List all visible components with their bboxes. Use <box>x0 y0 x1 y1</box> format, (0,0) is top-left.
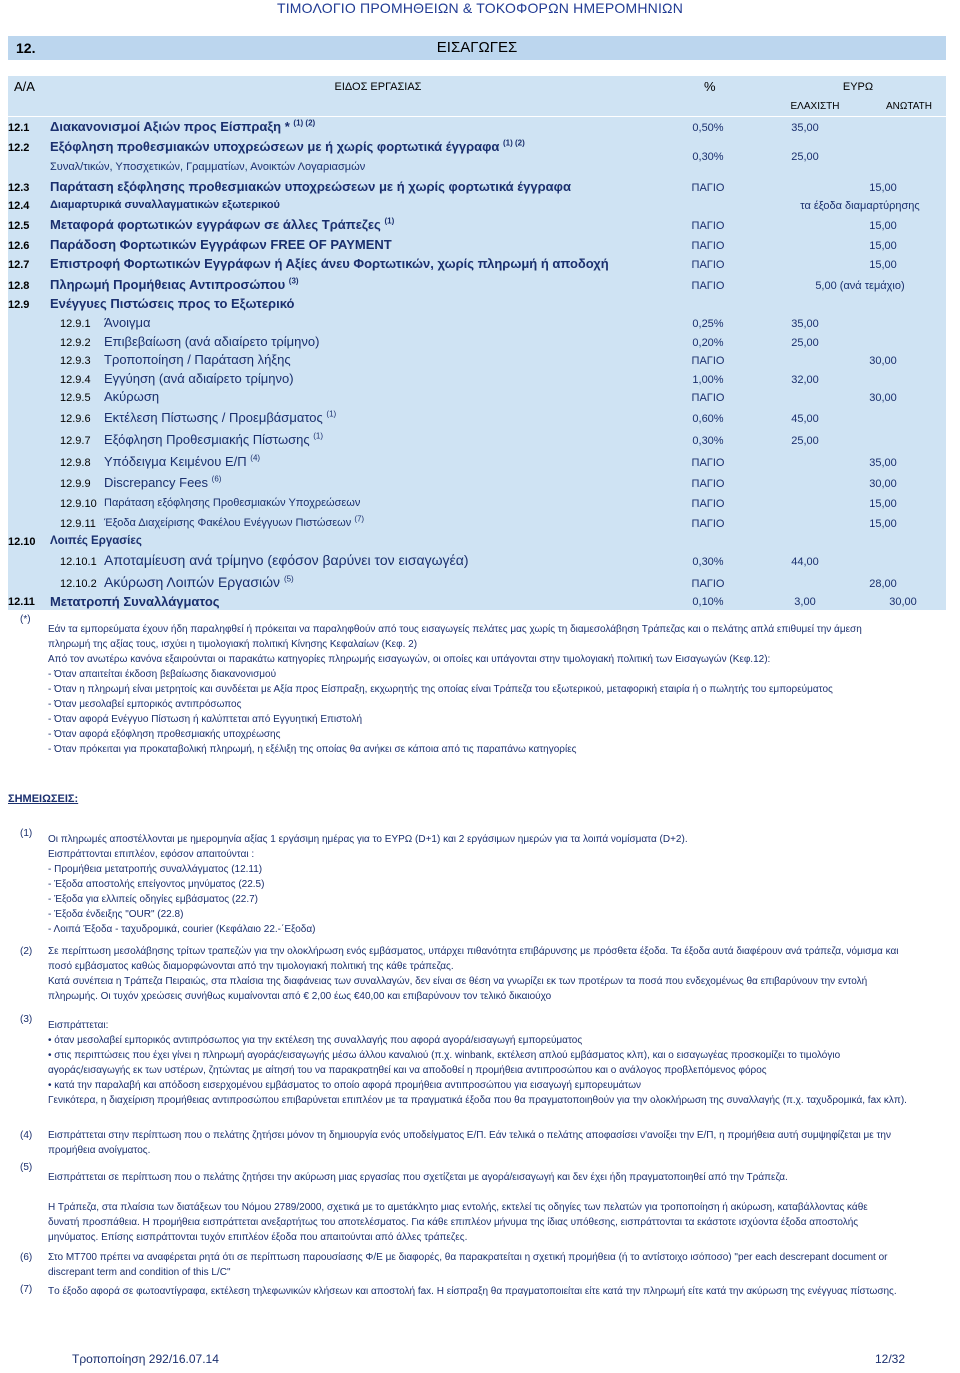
row-description: Διαμαρτυρικά συναλλαγματικών εξωτερικού <box>50 199 280 211</box>
note-line: - Όταν αφορά Ενέγγυο Πίστωση ή καλύπτεται από Εγγυητική Επιστολή <box>48 714 363 725</box>
row-number: 12.9.6 <box>60 413 91 425</box>
note-line: δυνατή προσπάθεια. Η προμήθεια εισπράττεται ανεξαρτήτως του αποτελέσματος. Για κάθε επιπλέον μήνυμα της ίδιας υπόθεσης, εισπράττονται τα εκάστοτε ισχύοντα έξοδα αποστολής <box>48 1217 859 1228</box>
note-line <box>48 1185 948 1200</box>
note-line: Εισπράττονται επιπλέον, εφόσον απαιτούνται : <box>48 849 255 860</box>
note-line: Τo έξοδο αφορά σε φωτοαντίγραφα, εκτέλεση τηλεφωνικών κλήσεων και αποστολή fax. Η είσπραξη θα πραγματοποιείται είτε κατά την πληρωμή είτε κατά την ακύρωση της ενέγγυας πίστωσης. <box>48 1286 897 1297</box>
row-number: 12.9.5 <box>60 392 91 404</box>
row-percent: ΠΑΓΙΟ <box>691 240 725 252</box>
note-mark: (6) <box>20 1252 33 1263</box>
note-line: Εάν τα εμπορεύματα έχουν ήδη παραληφθεί ή πρόκειται να παραληφθούν από τους εισαγωγείς πελάτες μας χωρίς τη διαμεσολάβηση Τράπεζας και ο πελάτης απλά επιθυμεί την άμεση <box>48 624 862 635</box>
table-row <box>8 275 946 295</box>
row-percent: 0,20% <box>692 337 724 349</box>
row-description: Ακύρωση Λοιπών Εργασιών $^{(5)}$ <box>104 574 294 590</box>
table-row <box>8 237 946 255</box>
row-percent: ΠΑΓΙΟ <box>691 498 725 510</box>
note-line: - Όταν πρόκειται για προκαταβολική πληρωμή, η εξέλιξη της οποίας θα ανήκει σε κάποια από τις παραπάνω κατηγορίες <box>48 744 577 755</box>
note-line: discrepant term and condition of this L/C" <box>48 1267 231 1278</box>
note-line: • όταν μεσολαβεί εμπορικός αντιπρόσωπος για την εκτέλεση της συναλλαγής που αφορά αγορά/εισαγωγή εμπορεύματος <box>48 1035 583 1046</box>
note-line: - Έξοδα ένδειξης "OUR" (22.8) <box>48 909 184 920</box>
row-number: 12.9.7 <box>60 435 91 447</box>
col-max: ΑΝΩΤΑΤΗ <box>886 101 932 112</box>
row-percent: ΠΑΓΙΟ <box>691 478 725 490</box>
row-fixed: 15,00 <box>869 259 897 271</box>
row-description: Έξοδα Διαχείρισης Φακέλου Ενέγγυων Πιστώσεων $^{(7)}$ <box>104 514 365 529</box>
row-description: Επιβεβαίωση (ανά αδιαίρετο τρίμηνο) <box>104 334 320 349</box>
note-line: • στις περιπτώσεις που έχει γίνει η πληρωμή αγοράς/εισαγωγής μέσω άλλου καναλιού (π.χ. winbank, εκτέλεση απλού εμβάσματος κλπ), και ο εισαγωγέας προσκομίζει το τιμολόγιο <box>48 1050 841 1061</box>
document-title: ΤΙΜΟΛΟΓΙΟ ΠΡΟΜΗΘΕΙΩΝ & ΤΟΚΟΦΟΡΩΝ ΗΜΕΡΟΜΗΝΙΩΝ <box>276 0 684 16</box>
note-mark: (4) <box>20 1130 33 1141</box>
row-description: Μεταφορά φορτωτικών εγγράφων σε άλλες Τράπεζες $^{(1)}$ <box>50 216 395 232</box>
row-description: Πληρωμή Προμήθειας Αντιπροσώπου $^{(3)}$ <box>50 276 299 292</box>
row-min: 25,00 <box>791 151 819 163</box>
note-text <box>48 1250 948 1280</box>
row-fixed: 30,00 <box>869 355 897 367</box>
note-line: Σε περίπτωση μεσολάβησης τρίτων τραπεζών για την ολοκλήρωση ενός εμβάσματος, υπάρχει πιθανότητα επιβάρυνσης με πρόσθετα έξοδα. Τα έξοδα αυτά διαφέρουν ανά τράπεζα, νόμισμα και <box>48 946 899 957</box>
table-row <box>8 389 946 407</box>
note-line: ποσό εμβάσματος καθώς διαμορφώνονται από την τιμολογιακή πολιτική της κάθε τράπεζας. <box>48 961 454 972</box>
table-row <box>8 296 946 314</box>
row-percent: 0,10% <box>692 596 724 608</box>
note-line: - Έξοδα για ελλιπείς οδηγίες εμβάσματος (22.7) <box>48 894 259 905</box>
row-min: 25,00 <box>791 337 819 349</box>
row-number: 12.9.4 <box>60 374 91 386</box>
table-row <box>8 535 946 553</box>
note-line: • κατά την παραλαβή και απόδοση εισερχομένου εμβάσματος το οποίο αφορά προμήθεια αντιπροσώπου για εισαγωγή εμπορευμάτων <box>48 1080 642 1091</box>
table-row <box>8 371 946 389</box>
row-fixed: 30,00 <box>869 478 897 490</box>
row-fixed: 35,00 <box>869 457 897 469</box>
note-line: Η Τράπεζα, στα πλαίσια των διατάξεων του Νόμου 2789/2000, σχετικά με το αμετάκλητο μιας εντολής, εκτελεί τις οδηγίες των πελατών για τροποποίηση ή ακύρωση, καταβάλλοντας κάθε <box>48 1202 868 1213</box>
row-number: 12.5 <box>8 220 30 232</box>
row-fixed: 5,00 (ανά τεμάχιο) <box>815 280 905 292</box>
note-line: - Όταν η πληρωμή είναι μετρητοίς και συνδέεται με Αξία προς Είσπραξη, εκχωρητής της οποίας είναι Τράπεζα του εξωτερικού, μεταφορική εταιρία ή ο πωλητής του εμπορεύματος <box>48 684 833 695</box>
row-number: 12.8 <box>8 280 30 292</box>
note-line: Γενικότερα, η διαχείριση προμήθειας αντιπροσώπου επιβαρύνεται επιπλέον με τα πραγματικά έξοδα που θα πραγματοποιηθούν για την ολοκλήρωση της συναλλαγής (π.χ. ταχυδρομικά, fax κλπ). <box>48 1095 907 1106</box>
row-description: Ενέγγυες Πιστώσεις προς το Εξωτερικό <box>50 296 295 311</box>
row-number: 12.9.8 <box>60 457 91 469</box>
row-number: 12.10.1 <box>60 556 97 568</box>
table-row <box>8 216 946 236</box>
row-number: 12.6 <box>8 240 30 252</box>
table-row <box>8 256 946 274</box>
table-row <box>8 139 946 177</box>
section-number: 12. <box>16 40 36 56</box>
col-pct: % <box>704 79 716 94</box>
table-row <box>8 514 946 534</box>
row-number: 12.9.3 <box>60 355 91 367</box>
row-number: 12.11 <box>8 596 35 608</box>
note-line: - Προμήθεια μετατροπής συναλλάγματος (12.11) <box>48 864 263 875</box>
row-number: 12.9 <box>8 299 30 311</box>
note-line: - Λοιπά Έξοδα - ταχυδρομικά, courier (Κεφάλαιο 22.-΄Εξοδα) <box>48 924 316 935</box>
table-row <box>8 198 946 216</box>
row-number: 12.4 <box>8 200 30 212</box>
row-fixed: 15,00 <box>869 518 897 530</box>
row-number: 12.9.11 <box>60 518 96 530</box>
col-aa: Α/Α <box>14 79 35 94</box>
row-description: Εγγύηση (ανά αδιαίρετο τρίμηνο) <box>104 371 294 386</box>
row-description: Τροποποίηση / Παράταση λήξης <box>104 352 291 367</box>
row-number: 12.9.2 <box>60 337 91 349</box>
row-fixed: 15,00 <box>869 498 897 510</box>
row-description: Discrepancy Fees $^{(6)}$ <box>104 474 222 490</box>
row-description: Επιστροφή Φορτωτικών Εγγράφων ή Αξίες άνευ Φορτωτικών, χωρίς πληρωμή ή αποδοχή <box>50 256 609 271</box>
note-mark: (5) <box>20 1162 33 1173</box>
note-line: Εισπράττεται σε περίπτωση που ο πελάτης ζητήσει την ακύρωση μιας εργασίας που σχετίζεται με αγορά/εισαγωγή και δεν έχει ήδη πραγματοποιηθεί από την Τράπεζα. <box>48 1172 788 1183</box>
table-row <box>8 572 946 594</box>
note-text <box>48 1170 948 1245</box>
section-header <box>8 36 946 60</box>
table-row <box>8 334 946 352</box>
row-percent: ΠΑΓΙΟ <box>691 182 725 194</box>
row-percent: 0,30% <box>692 556 724 568</box>
row-fixed: 30,00 <box>869 392 897 404</box>
col-eur: ΕΥΡΩ <box>842 81 874 93</box>
row-min: 45,00 <box>791 413 819 425</box>
note-line: Στο MT700 πρέπει να αναφέρεται ρητά ότι σε περίπτωση παρουσίασης Φ/Ε με διαφορές, θα παρακρατείται η σχετική προμήθεια (ή το αντίστοιχο ισόποσο) "per each descrepant document or <box>48 1252 888 1263</box>
footer-page-number: 12/32 <box>875 1352 906 1366</box>
section-name: ΕΙΣΑΓΩΓΕΣ <box>436 39 518 56</box>
note-mark: (3) <box>20 1014 33 1025</box>
note-line: - Έξοδα αποστολής επείγοντος μηνύματος (22.5) <box>48 879 265 890</box>
row-percent: ΠΑΓΙΟ <box>691 578 725 590</box>
row-min: 25,00 <box>791 435 819 447</box>
row-number: 12.10 <box>8 536 36 548</box>
table-row <box>8 408 946 430</box>
note-line: - Όταν απαιτείται έκδοση βεβαίωσης διακανονισμού <box>48 669 277 680</box>
table-row <box>8 179 946 197</box>
note-line: Από τον ανωτέρω κανόνα εξαιρούνται οι παρακάτω κατηγορίες πληρωμής εισαγωγών, οι οποίες και υπάγονται στην τιμολογιακή πολιτική των Εισαγωγών (Κεφ.12): <box>48 654 771 665</box>
row-percent: ΠΑΓΙΟ <box>691 280 725 292</box>
note-text <box>48 1018 948 1108</box>
row-min: 32,00 <box>791 374 819 386</box>
note-line: πληρωμή της αξίας τους, ισχύει η τιμολογιακή πολιτική Κίνησης Κεφαλαίων (Κεφ. 2) <box>48 639 418 650</box>
column-subheader <box>8 98 946 116</box>
row-min: 44,00 <box>791 556 819 568</box>
row-description: Ακύρωση <box>104 389 160 404</box>
note-mark: (7) <box>20 1284 33 1295</box>
note-text <box>48 832 948 937</box>
row-percent: ΠΑΓΙΟ <box>691 392 725 404</box>
row-number: 12.2 <box>8 142 30 154</box>
row-description: Εξόφληση Προθεσμιακής Πίστωσης $^{(1)}$ <box>104 431 324 447</box>
row-number: 12.9.1 <box>60 318 91 330</box>
table-row <box>8 315 946 333</box>
row-fixed: 15,00 <box>869 240 897 252</box>
note-mark: (1) <box>20 828 33 839</box>
row-percent: ΠΑΓΙΟ <box>691 259 725 271</box>
note-mark: (2) <box>20 946 33 957</box>
note-line: - Όταν μεσολαβεί εμπορικός αντιπρόσωπος <box>48 699 242 710</box>
row-description: Υπόδειγμα Κειμένου Ε/Π $^{(4)}$ <box>104 453 261 469</box>
col-type: ΕΙΔΟΣ ΕΡΓΑΣΙΑΣ <box>334 81 422 93</box>
row-percent: 0,30% <box>692 435 724 447</box>
row-description: Διακανονισμοί Αξιών προς Είσπραξη * $^{(1) (2)}$ <box>50 118 316 134</box>
note-line: αγοράς/εισαγωγής εκ των υστέρων, ζητώντας με αίτησή του να παρακρατηθεί και να αποδοθεί η προμήθεια αντιπροσώπου και ο ανάλογος προβλεπόμενος φόρος <box>48 1065 767 1076</box>
table-row <box>8 594 946 612</box>
row-min: 35,00 <box>791 122 819 134</box>
row-percent: 0,25% <box>692 318 724 330</box>
note-text <box>48 1128 948 1158</box>
note-line: - Όταν αφορά εξόφληση προθεσμιακής υποχρέωσης <box>48 729 281 740</box>
note-line: Κατά συνέπεια η Τράπεζα Πειραιώς, στα πλαίσια της διαφάνειας των συναλλαγών, δεν είναι σε θέση να γνωρίζει εκ των προτέρων τα ποσά που ενδεχομένως θα επιβαρύνουν την εντολή <box>48 976 868 987</box>
row-min: 35,00 <box>791 318 819 330</box>
table-row <box>8 495 946 513</box>
row-description: Παράταση εξόφλησης Προθεσμιακών Υποχρεώσεων <box>104 497 361 509</box>
row-number: 12.9.9 <box>60 478 91 490</box>
row-percent: 0,60% <box>692 413 724 425</box>
note-mark: (*) <box>20 614 31 625</box>
star-note-text <box>48 622 948 757</box>
row-percent: ΠΑΓΙΟ <box>691 220 725 232</box>
row-description: Παράδοση Φορτωτικών Εγγράφων FREE OF PAYMENT <box>50 237 392 252</box>
note-text <box>48 1284 948 1299</box>
row-description-detail: Συναλ/τικών, Υποσχετικών, Γραμματίων, Ανοικτών Λογαριασμών <box>50 161 366 173</box>
row-percent: ΠΑΓΙΟ <box>691 457 725 469</box>
row-number: 12.7 <box>8 259 30 271</box>
row-description: Παράταση εξόφλησης προθεσμιακών υποχρεώσεων με ή χωρίς φορτωτικά έγγραφα <box>50 179 571 194</box>
row-description: Λοιπές Εργασίες <box>50 535 142 547</box>
row-description: Εκτέλεση Πίστωσης / Προεμβάσματος $^{(1)}$ <box>104 409 337 425</box>
row-fixed: 28,00 <box>869 578 897 590</box>
row-percent: ΠΑΓΙΟ <box>691 518 725 530</box>
table-row <box>8 119 946 137</box>
table-row <box>8 452 946 474</box>
row-description: Εξόφληση προθεσμιακών υποχρεώσεων με ή χωρίς φορτωτικά έγγραφα $^{(1) (2)}$ <box>50 138 525 154</box>
table-row <box>8 552 946 572</box>
note-line: Εισπράττεται: <box>48 1020 109 1031</box>
note-line: Οι πληρωμές αποστέλλονται με ημερομηνία αξίας 1 εργάσιμη ημέρας για το ΕΥΡΩ (D+1) και 2 εργάσιμων ημερών για τα λοιπά νομίσματα (D+2). <box>48 834 688 845</box>
row-percent: ΠΑΓΙΟ <box>691 355 725 367</box>
note-line: μηνύματος. Επίσης εισπράττονται τυχόν επιπλέον έξοδα που απαιτούνται από άλλες τράπεζες. <box>48 1232 468 1243</box>
row-number: 12.3 <box>8 182 30 194</box>
row-min: 3,00 <box>794 596 816 608</box>
table-row <box>8 474 946 494</box>
row-percent: 0,50% <box>692 122 724 134</box>
row-description: Αποταμίευση ανά τρίμηνο (εφόσον βαρύνει τον εισαγωγέα) <box>104 552 469 568</box>
footer-revision: Τροποποίηση 292/16.07.14 <box>72 1352 219 1366</box>
row-percent: 1,00% <box>692 374 724 386</box>
row-number: 12.1 <box>8 122 30 134</box>
row-number: 12.9.10 <box>60 498 97 510</box>
col-min: ΕΛΑΧΙΣΤΗ <box>790 101 840 112</box>
column-header <box>8 76 946 98</box>
row-fixed: 15,00 <box>869 220 897 232</box>
note-line: Εισπράττεται στην περίπτωση που ο πελάτης ζητήσει μόνον τη δημιουργία ενός υποδείγματος Ε/Π. Εάν τελικά ο πελάτης αποφασίσει ν'ανοίξει την Ε/Π, η προμήθεια αυτή συμψηφίζεται με την <box>48 1130 891 1141</box>
table-row <box>8 352 946 370</box>
row-max: 30,00 <box>889 596 917 608</box>
note-text <box>48 944 948 1004</box>
note-line: προμήθεια ανοίγματος. <box>48 1145 151 1156</box>
row-fixed: 15,00 <box>869 182 897 194</box>
row-number: 12.10.2 <box>60 578 97 590</box>
note-line: πληρωμής. Οι τυχόν χρεώσεις συνήθως κυμαίνονται από € 2,00 έως €40,00 και επιβαρύνουν τον τελικό δικαιούχο <box>48 991 552 1002</box>
row-description: Μετατροπή Συναλλάγματος <box>50 594 220 609</box>
notes-title: ΣΗΜΕΙΩΣΕΙΣ: <box>8 793 79 805</box>
row-description: Άνοιγμα <box>104 315 151 330</box>
table-row <box>8 430 946 452</box>
row-percent: 0,30% <box>692 151 724 163</box>
row-fixed: τα έξοδα διαμαρτύρησης <box>800 200 920 212</box>
